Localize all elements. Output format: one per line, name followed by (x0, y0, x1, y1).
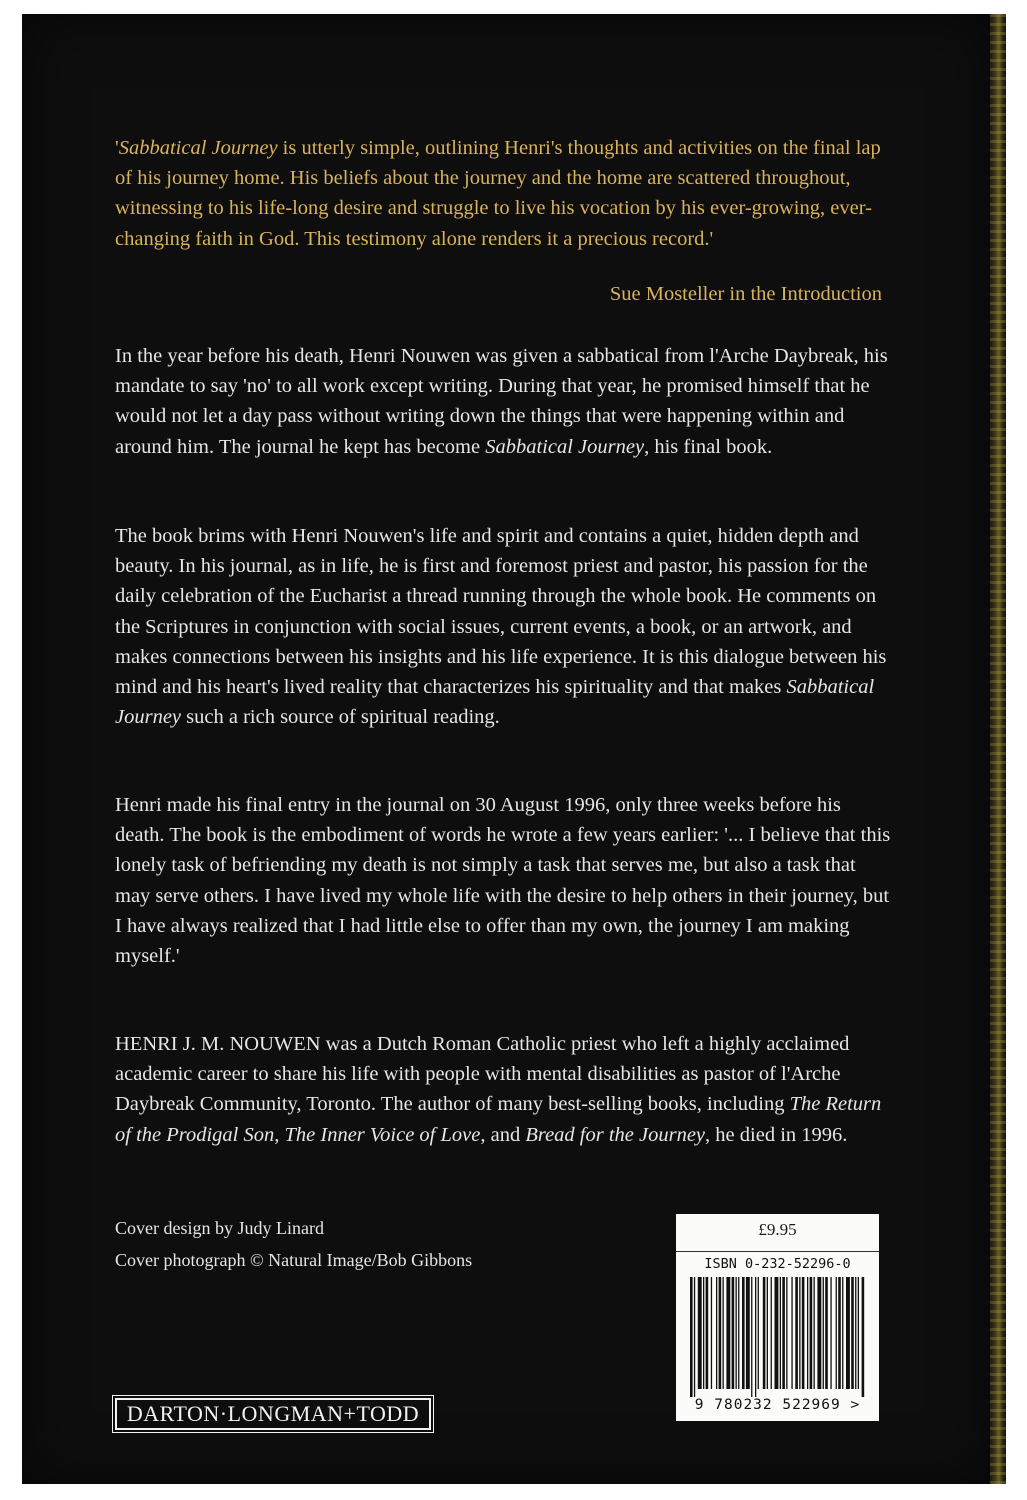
barcode-bar (817, 1277, 821, 1389)
barcode-bar (855, 1277, 856, 1389)
barcode-bar (846, 1277, 850, 1389)
barcode-bar (758, 1277, 759, 1389)
p1-text-b: , his final book. (644, 435, 773, 458)
barcode-bar (791, 1277, 792, 1389)
quote-book-title: Sabbatical Journey (118, 137, 278, 159)
bio-book-title-3: Bread for the Journey (525, 1123, 706, 1146)
barcode-bar (780, 1277, 781, 1389)
quote-open-mark: ' (115, 137, 119, 159)
barcode-bar (862, 1277, 865, 1397)
barcode-bar (767, 1277, 768, 1389)
bio-sep-2: , and (480, 1123, 526, 1146)
barcode-number: 9 780232 522969 > (694, 1397, 861, 1413)
barcode-bar (736, 1277, 737, 1389)
barcode-bar (782, 1277, 785, 1389)
blurb-paragraph-2 (115, 521, 895, 732)
quote-text: is utterly simple, outlining Henri's thoughts and activities on the final lap of his journey home. His beliefs about the journey and the home are scattered throughout, witnessing to his life-long desire and struggle to live his vocation by his ever-growing, ever-changing faith in God. This testimony alone renders it a precious record.' (115, 137, 881, 250)
bio-book-title-2: The Inner Voice of Love (284, 1123, 481, 1146)
barcode-bar (771, 1277, 772, 1389)
p1-book-title: Sabbatical Journey (485, 435, 645, 458)
barcode-bar (838, 1277, 841, 1389)
isbn-label: ISBN 0-232-52296-0 (704, 1256, 851, 1272)
barcode-bar (842, 1277, 843, 1389)
p2-text-a: The book brims with Henri Nouwen's life and spirit and contains a quiet, hidden depth and beauty. In his journal, as in life, he is first and foremost priest and pastor, his passion for the daily celebration of the Eucharist a thread running through the whole book. He comments on the Scriptures in conjunction with social issues, current events, a book, or an artwork, and makes connections between his insights and his life experience. It is this dialogue between his mind and his heart's lived reality that characterizes his spirituality and that makes (115, 525, 887, 699)
barcode-bar (732, 1277, 735, 1389)
barcode-bar (858, 1277, 859, 1389)
barcode-bar (825, 1277, 828, 1389)
cover-design-credit: Cover design by Judy Linard (115, 1218, 324, 1238)
sticker-divider (676, 1251, 879, 1252)
price-barcode-sticker (676, 1214, 879, 1421)
blurb-paragraph-3 (115, 790, 895, 971)
barcode-bar (775, 1277, 779, 1389)
barcode-bar (698, 1277, 702, 1389)
barcode-bar (726, 1277, 730, 1389)
barcode-bar (799, 1277, 800, 1389)
barcode-bar (742, 1277, 745, 1389)
bio-text-b: , he died in 1996. (705, 1123, 848, 1146)
spine-edge (990, 14, 1006, 1484)
cover-photo-credit: Cover photograph © Natural Image/Bob Gibbons (115, 1250, 473, 1270)
price-label: £9.95 (758, 1220, 797, 1239)
p2-text-b: such a rich source of spiritual reading. (181, 706, 500, 729)
barcode-bar (746, 1277, 750, 1389)
barcode-bar (786, 1277, 787, 1389)
barcode-bar (795, 1277, 798, 1389)
barcode-bar (802, 1277, 805, 1389)
barcode-bar (694, 1277, 695, 1397)
barcode-bar (807, 1277, 808, 1389)
barcode-bar (810, 1277, 813, 1389)
barcode-bar (836, 1277, 837, 1389)
blurb-paragraph-1 (115, 341, 895, 462)
barcode-bar (703, 1277, 704, 1389)
bio-text-a: HENRI J. M. NOUWEN was a Dutch Roman Catholic priest who left a highly acclaimed academic career to share his life with people with mental disabilities as pastor of l'Arche Daybreak Community, Toronto. The author of many best-selling books, including (115, 1033, 850, 1116)
bio-book-title-1: The Return of the Prodigal Son (115, 1093, 882, 1146)
barcode-bar (716, 1277, 717, 1389)
bio-sep-1: , (274, 1123, 285, 1146)
barcode-bar (706, 1277, 709, 1389)
publisher-logo: DARTON·LONGMAN+TODD (115, 1398, 431, 1430)
barcode-bar (751, 1277, 752, 1397)
barcode-bar (763, 1277, 766, 1389)
barcode-bar (711, 1277, 712, 1389)
barcode-bar (719, 1277, 722, 1389)
barcode-bar (823, 1277, 824, 1389)
p2-book-title: Sabbatical Journey (115, 676, 875, 729)
barcode-bar (723, 1277, 724, 1389)
quote-attribution: Sue Mosteller in the Introduction (609, 283, 882, 305)
barcode (688, 1277, 868, 1397)
barcode-bar (851, 1277, 854, 1389)
barcode-bar (755, 1277, 756, 1397)
barcode-bar (738, 1277, 739, 1389)
p3-text: Henri made his final entry in the journal on 30 August 1996, only three weeks before his death. The book is the embodiment of words he wrote a few years earlier: '... I believe that this lonely task of befriending my death is not simply a task that serves me, but also a task that may serve others. I have lived my whole life with the desire to help others in their journey, but I have always realized that I had little else to offer than my own, the journey I am making myself.' (115, 794, 891, 968)
barcode-bar (814, 1277, 815, 1389)
cover-credits (115, 1212, 472, 1276)
barcode-bar (690, 1277, 693, 1397)
barcode-bar (830, 1277, 831, 1389)
p1-text-a: In the year before his death, Henri Nouwen was given a sabbatical from l'Arche Daybreak, his mandate to say 'no' to all work except writing. During that year, he promised himself that he would not let a day pass without writing down the things that were happening within and around him. The journal he kept has become (115, 345, 888, 458)
pull-quote (115, 133, 885, 254)
author-bio (115, 1029, 895, 1150)
